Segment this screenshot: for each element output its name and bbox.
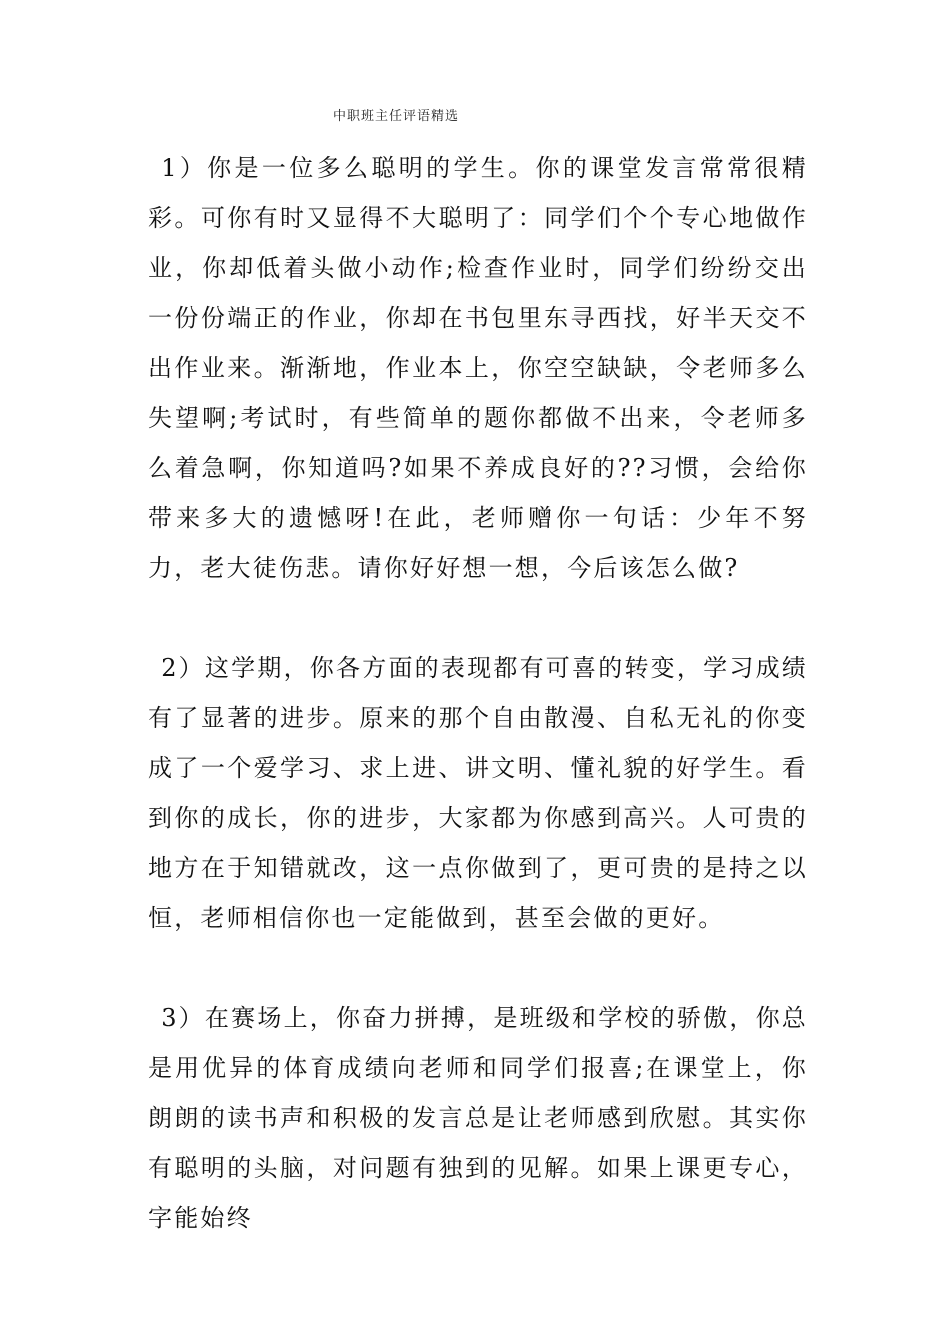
- comment-paragraph-2: 2）这学期，你各方面的表现都有可喜的转变，学习成绩有了显著的进步。原来的那个自由散漫、自私无礼的你变成了一个爱学习、求上进、讲文明、懂礼貌的好学生。看到你的成长，你的进步，大家都为你感到高兴。人可贵的地方在于知错就改，这一点你做到了，更可贵的是持之以恒，老师相信你也一定能做到，甚至会做的更好。: [148, 654, 808, 932]
- comment-paragraph-3: 3）在赛场上，你奋力拼搏，是班级和学校的骄傲，你总是用优异的体育成绩向老师和同学们报喜;在课堂上，你朗朗的读书声和积极的发言总是让老师感到欣慰。其实你有聪明的头脑，对问题有独到的见解。如果上课更专心，字能始终: [148, 1004, 808, 1232]
- document-body: [148, 143, 808, 1243]
- comment-paragraph-1: 1）你是一位多么聪明的学生。你的课堂发言常常很精彩。可你有时又显得不大聪明了：同学们个个专心地做作业，你却低着头做小动作;检查作业时，同学们纷纷交出一份份端正的作业，你却在书包里东寻西找，好半天交不出作业来。渐渐地，作业本上，你空空缺缺，令老师多么失望啊;考试时，有些简单的题你都做不出来，令老师多么着急啊，你知道吗?如果不养成良好的??习惯，会给你带来多大的遗憾呀!在此，老师赠你一句话：少年不努力，老大徒伤悲。请你好好想一想，今后该怎么做?: [148, 154, 808, 582]
- document-header: 中职班主任评语精选: [333, 109, 460, 124]
